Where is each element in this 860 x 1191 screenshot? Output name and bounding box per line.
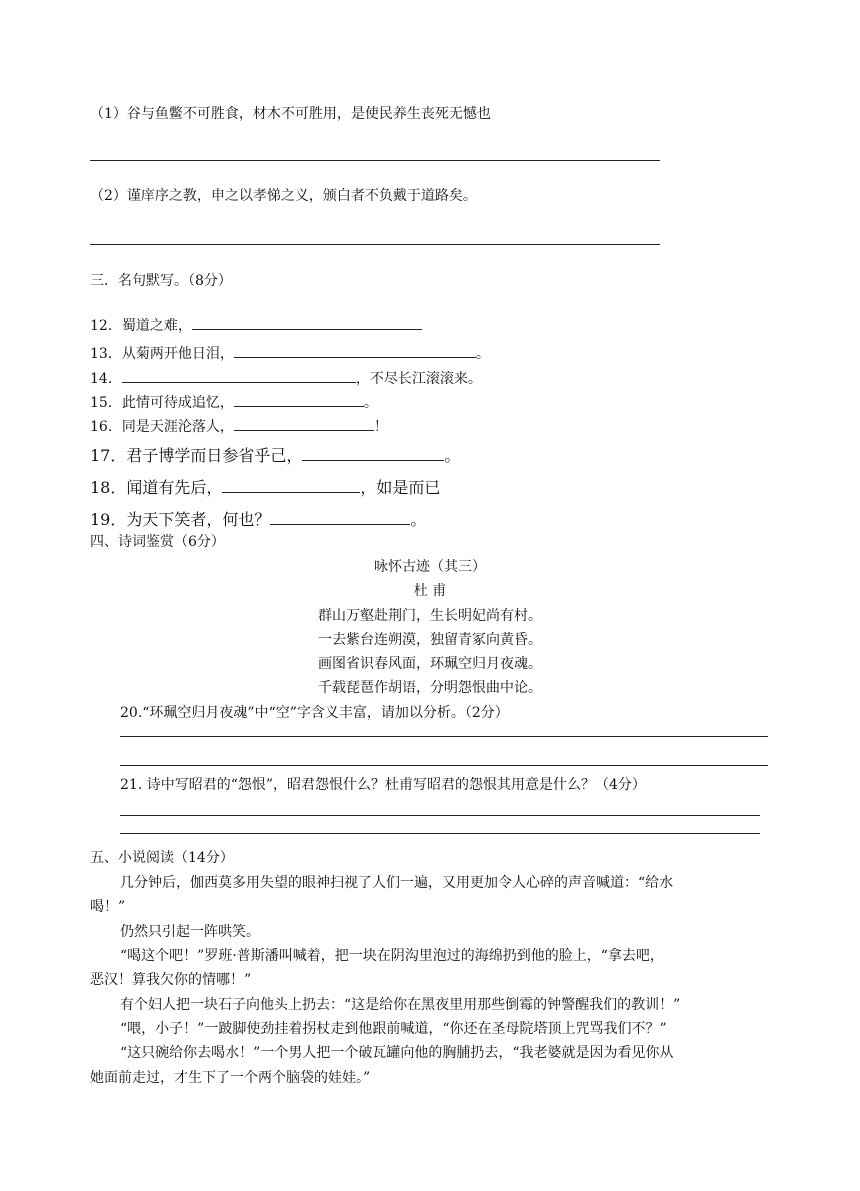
question-14	[90, 368, 482, 387]
fill-blank[interactable]	[192, 315, 422, 330]
question-15	[90, 392, 378, 411]
section-heading: 四、诗词鉴赏（6分）	[90, 534, 225, 550]
question-19	[90, 510, 426, 529]
poem-line: 画图省识春风面，环珮空归月夜魂。	[318, 656, 542, 672]
question-text: 。	[475, 346, 490, 362]
section-heading: 五、小说阅读（14分）	[90, 850, 234, 866]
paragraph-line: “喂，小子！”一跛脚使劲挂着拐杖走到他跟前喊道，“你还在圣母院塔顶上咒骂我们不？”	[120, 1021, 667, 1037]
paragraph-line: 仍然只引起一阵哄笑。	[120, 924, 260, 940]
answer-line	[90, 160, 660, 161]
question-text: ，不尽长江滚滚来。	[355, 371, 482, 387]
question-text: 15．此情可待成追忆，	[90, 395, 234, 411]
paragraph-line: 恶汉！算我欠你的情哪！”	[90, 972, 252, 988]
paragraph-line: 喝！”	[90, 899, 126, 915]
question-text: 。	[444, 446, 461, 465]
fill-blank[interactable]	[234, 392, 364, 407]
fill-blank[interactable]	[234, 416, 374, 431]
question-text: ，如是而已	[360, 478, 441, 497]
answer-line	[120, 736, 768, 737]
question-16	[90, 416, 388, 435]
poem-line: 群山万壑赴荆门，生长明妃尚有村。	[318, 608, 542, 624]
poem-title: 咏怀古迹（其三）	[374, 559, 486, 575]
question-20: 20.“环珮空归月夜魂”中“空”字含义丰富，请加以分析。（2分）	[120, 705, 509, 721]
question-text: 18．闻道有先后，	[90, 478, 223, 497]
question-12	[90, 315, 422, 334]
answer-line	[90, 244, 660, 245]
poem-author: 杜 甫	[413, 583, 447, 599]
question-text: ！	[373, 419, 388, 435]
fill-blank[interactable]	[222, 478, 360, 493]
question-text: 17．君子博学而日参省乎己，	[90, 446, 303, 465]
section-heading: 三．名句默写。（8分）	[90, 273, 232, 289]
paragraph-line: “喝这个吧！”罗班·普斯潘叫喊着，把一块在阴沟里泡过的海绵扔到他的脸上，“拿去吧，	[120, 948, 664, 964]
poem-line: 一去紫台连朔漠，独留青冢向黄昏。	[318, 632, 542, 648]
question-17	[90, 446, 460, 465]
paragraph-line: “这只碗给你去喝水！”一个男人把一个破瓦罐向他的胸脯扔去，“我老婆就是因为看见你从	[120, 1045, 674, 1061]
translation-item-1: （1）谷与鱼鳖不可胜食，材木不可胜用，是使民养生丧死无憾也	[90, 106, 491, 122]
translation-item-2: （2）谨庠序之教，申之以孝悌之义，颁白者不负戴于道路矣。	[90, 188, 477, 204]
question-text: 12．蜀道之难，	[90, 318, 192, 334]
question-text: 13．从菊两开他日泪，	[90, 346, 234, 362]
question-21: 21. 诗中写昭君的“怨恨”，昭君怨恨什么？杜甫写昭君的怨恨其用意是什么？（4分）	[120, 777, 646, 793]
question-text: 19．为天下笑者，何也？	[90, 510, 271, 529]
question-text: 14．	[90, 371, 122, 387]
answer-line	[120, 815, 760, 816]
fill-blank[interactable]	[270, 510, 410, 525]
fill-blank[interactable]	[302, 446, 444, 461]
paragraph-line: 有个妇人把一块石子向他头上扔去：“这是给你在黑夜里用那些倒霉的钟警醒我们的教训！”	[120, 997, 681, 1013]
answer-line	[120, 765, 768, 766]
question-text: 16．同是天涯沦落人，	[90, 419, 234, 435]
paragraph-line: 几分钟后，伽西莫多用失望的眼神扫视了人们一遍，又用更加令人心碎的声音喊道：“给水	[120, 875, 674, 891]
question-text: 。	[410, 510, 427, 529]
question-13	[90, 343, 490, 362]
fill-blank[interactable]	[234, 343, 476, 358]
question-18	[90, 478, 440, 497]
fill-blank[interactable]	[122, 368, 356, 383]
paragraph-line: 她面前走过，才生下了一个两个脑袋的娃娃。”	[90, 1070, 371, 1086]
poem-line: 千载琵琶作胡语，分明怨恨曲中论。	[318, 680, 542, 696]
question-text: 。	[363, 395, 378, 411]
answer-line	[120, 833, 760, 834]
